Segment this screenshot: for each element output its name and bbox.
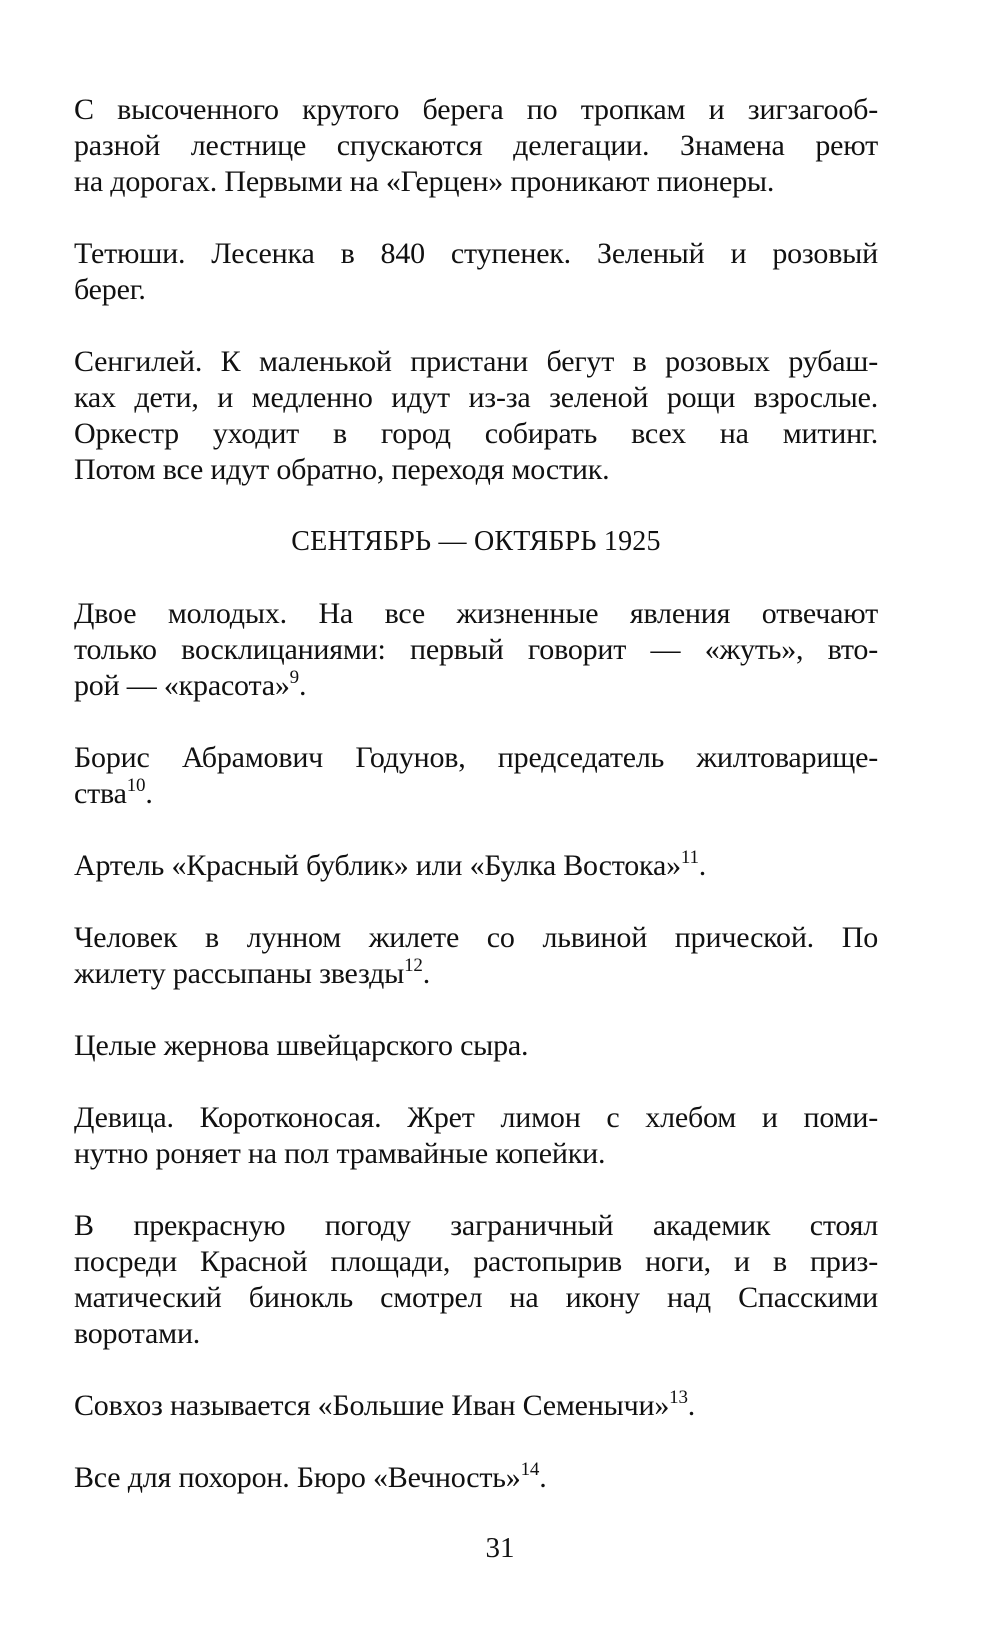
- sentence-end: .: [145, 777, 153, 810]
- text-line: матический бинокль смотрел на икону над Спасскими: [74, 1281, 878, 1314]
- paragraph: [74, 1460, 878, 1496]
- sentence-end: .: [298, 669, 307, 702]
- text-line: В прекрасную погоду заграничный академик стоял: [74, 1209, 878, 1242]
- paragraph: [74, 1100, 878, 1172]
- text-line: жилету рассыпаны звезды$^{12}$.: [74, 955, 431, 990]
- text-line: воротами.: [74, 1317, 201, 1350]
- paragraph: [74, 92, 878, 200]
- footnote-marker: 14: [520, 1459, 540, 1480]
- paragraph: [74, 848, 878, 884]
- text-line: Потом все идут обратно, переходя мостик.: [74, 453, 610, 486]
- text-line: Совхоз называется «Большие Иван Семенычи»$^{13}$.: [74, 1387, 696, 1422]
- page-body: [74, 92, 878, 1532]
- text-line: Девица. Коротконосая. Жрет лимон с хлебом и поми-: [74, 1101, 878, 1134]
- paragraph: [74, 1028, 878, 1064]
- section-heading: СЕНТЯБРЬ — ОКТЯБРЬ 1925: [291, 526, 661, 557]
- text-line: нутно роняет на пол трамвайные копейки.: [74, 1137, 606, 1170]
- footnote-marker: 13: [669, 1387, 688, 1408]
- text-line: Борис Абрамович Годунов, председатель жилтоварище-: [74, 741, 878, 774]
- paragraph: [74, 596, 878, 704]
- sentence-end: .: [687, 1389, 696, 1422]
- footnote-marker: 12: [404, 955, 423, 976]
- text-line: ках дети, и медленно идут из-за зеленой рощи взрослые.: [74, 381, 878, 414]
- sentence-end: .: [539, 1461, 547, 1494]
- text-line: Человек в лунном жилете со львиной прической. По: [74, 921, 878, 954]
- text-line: посреди Красной площади, растопырив ноги, и в приз-: [74, 1245, 878, 1278]
- text-line: Артель «Красный бублик» или «Булка Востока»$^{11}$.: [74, 847, 707, 882]
- sentence-end: .: [698, 849, 707, 882]
- paragraphs-bottom: [74, 596, 878, 1496]
- text-line: Оркестр уходит в город собирать всех на митинг.: [74, 417, 878, 450]
- text-line: рой — «красота»$^9$.: [74, 667, 307, 702]
- text-line: ства$^{10}$.: [74, 775, 153, 810]
- paragraph: [74, 1208, 878, 1352]
- paragraph: [74, 344, 878, 488]
- page-number: 31: [485, 1532, 515, 1564]
- text-line: Тетюши. Лесенка в 840 ступенек. Зеленый и розовый: [74, 237, 878, 270]
- footnote-marker: 11: [680, 847, 699, 868]
- paragraph: [74, 740, 878, 812]
- text-line: Двое молодых. На все жизненные явления отвечают: [74, 597, 878, 630]
- sentence-end: .: [422, 957, 431, 990]
- text-line: только восклицаниями: первый говорит — «жуть», вто-: [74, 633, 878, 666]
- footnote-marker: 9: [289, 667, 299, 688]
- text-line: Целые жернова швейцарского сыра.: [74, 1029, 529, 1062]
- footnote-marker: 10: [126, 775, 146, 796]
- paragraph: [74, 920, 878, 992]
- text-line: С высоченного крутого берега по тропкам и зигзагооб-: [74, 93, 878, 126]
- paragraph: [74, 236, 878, 308]
- paragraphs-top: [74, 92, 878, 488]
- text-line: на дорогах. Первыми на «Герцен» проникают пионеры.: [74, 165, 775, 198]
- paragraph: [74, 1388, 878, 1424]
- text-line: берег.: [74, 273, 146, 306]
- text-line: Все для похорон. Бюро «Вечность»$^{14}$.: [74, 1459, 547, 1494]
- text-line: Сенгилей. К маленькой пристани бегут в розовых рубаш-: [74, 345, 878, 378]
- text-line: разной лестнице спускаются делегации. Знамена реют: [74, 129, 878, 162]
